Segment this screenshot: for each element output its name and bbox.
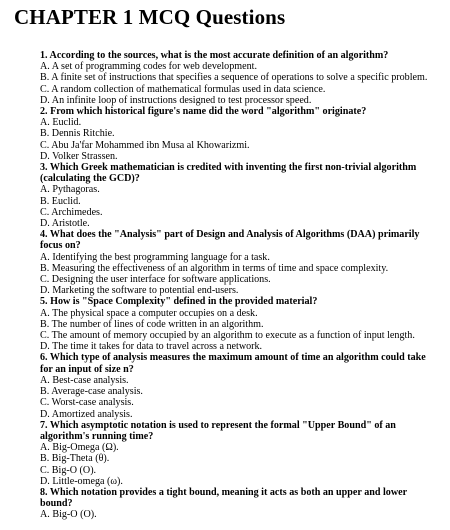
question-text: 3. Which Greek mathematician is credited with inventing the first non-trivial algorithm (calculating the GCD)? bbox=[40, 162, 417, 185]
question-7 bbox=[40, 420, 440, 487]
answer-option-c: C. Worst-case analysis. bbox=[40, 397, 134, 409]
answer-option-d: D. An infinite loop of instructions designed to test processor speed. bbox=[40, 94, 312, 106]
question-list bbox=[40, 50, 440, 521]
answer-option-d: D. Amortized analysis. bbox=[40, 408, 133, 420]
answer-option-b: B. A finite set of instructions that specifies a sequence of operations to solve a specific problem. bbox=[40, 72, 428, 84]
question-text: 4. What does the "Analysis" part of Design and Analysis of Algorithms (DAA) primarily focus on? bbox=[40, 229, 420, 252]
answer-option-b: B. Dennis Ritchie. bbox=[40, 128, 115, 140]
question-text: 2. From which historical figure's name did the word "algorithm" originate? bbox=[40, 106, 367, 118]
question-text: 6. Which type of analysis measures the maximum amount of time an algorithm could take for an input of size n? bbox=[40, 352, 426, 375]
answer-option-c: C. A random collection of mathematical formulas used in data science. bbox=[40, 83, 326, 95]
question-6 bbox=[40, 352, 440, 419]
answer-option-d: D. The time it takes for data to travel across a network. bbox=[40, 341, 263, 353]
question-2 bbox=[40, 106, 440, 162]
answer-option-a: A. Big-O (O). bbox=[40, 509, 97, 521]
answer-option-a: A. The physical space a computer occupies on a desk. bbox=[40, 307, 258, 319]
answer-option-c: C. The amount of memory occupied by an algorithm to execute as a function of input length. bbox=[40, 330, 415, 342]
answer-option-c: C. Archimedes. bbox=[40, 206, 103, 218]
chapter-title: CHAPTER 1 MCQ Questions bbox=[14, 5, 286, 29]
question-4 bbox=[40, 229, 440, 296]
answer-option-b: B. Measuring the effectiveness of an algorithm in terms of time and space complexity. bbox=[40, 262, 389, 274]
question-3 bbox=[40, 162, 440, 229]
question-text: 7. Which asymptotic notation is used to represent the formal "Upper Bound" of an algorithm's running time? bbox=[40, 419, 396, 442]
answer-option-a: A. Big-Omega (Ω). bbox=[40, 442, 119, 454]
answer-option-a: A. Identifying the best programming language for a task. bbox=[40, 251, 270, 263]
answer-option-b: B. Big-Theta (θ). bbox=[40, 453, 110, 465]
question-8 bbox=[40, 487, 440, 521]
question-text: 1. According to the sources, what is the most accurate definition of an algorithm? bbox=[40, 50, 389, 61]
answer-option-a: A. Pythagoras. bbox=[40, 184, 100, 196]
answer-option-d: D. Marketing the software to potential end-users. bbox=[40, 285, 239, 297]
answer-option-c: C. Big-O (O). bbox=[40, 464, 97, 476]
answer-option-a: A. Euclid. bbox=[40, 117, 82, 129]
question-5 bbox=[40, 296, 440, 352]
question-1 bbox=[40, 50, 440, 106]
answer-option-d: D. Little-omega (ω). bbox=[40, 475, 123, 487]
answer-option-b: B. Euclid. bbox=[40, 195, 81, 207]
answer-option-c: C. Abu Ja'far Mohammed ibn Musa al Khowarizmi. bbox=[40, 139, 250, 151]
question-text: 5. How is "Space Complexity" defined in the provided material? bbox=[40, 296, 318, 308]
answer-option-b: B. Average-case analysis. bbox=[40, 386, 143, 398]
answer-option-a: A. Best-case analysis. bbox=[40, 374, 129, 386]
answer-option-d: D. Volker Strassen. bbox=[40, 150, 118, 162]
answer-option-c: C. Designing the user interface for software applications. bbox=[40, 274, 271, 286]
question-text: 8. Which notation provides a tight bound, meaning it acts as both an upper and lower bound? bbox=[40, 486, 407, 510]
answer-option-a: A. A set of programming codes for web development. bbox=[40, 61, 257, 73]
answer-option-b: B. The number of lines of code written in an algorithm. bbox=[40, 318, 264, 330]
answer-option-d: D. Aristotle. bbox=[40, 218, 90, 230]
